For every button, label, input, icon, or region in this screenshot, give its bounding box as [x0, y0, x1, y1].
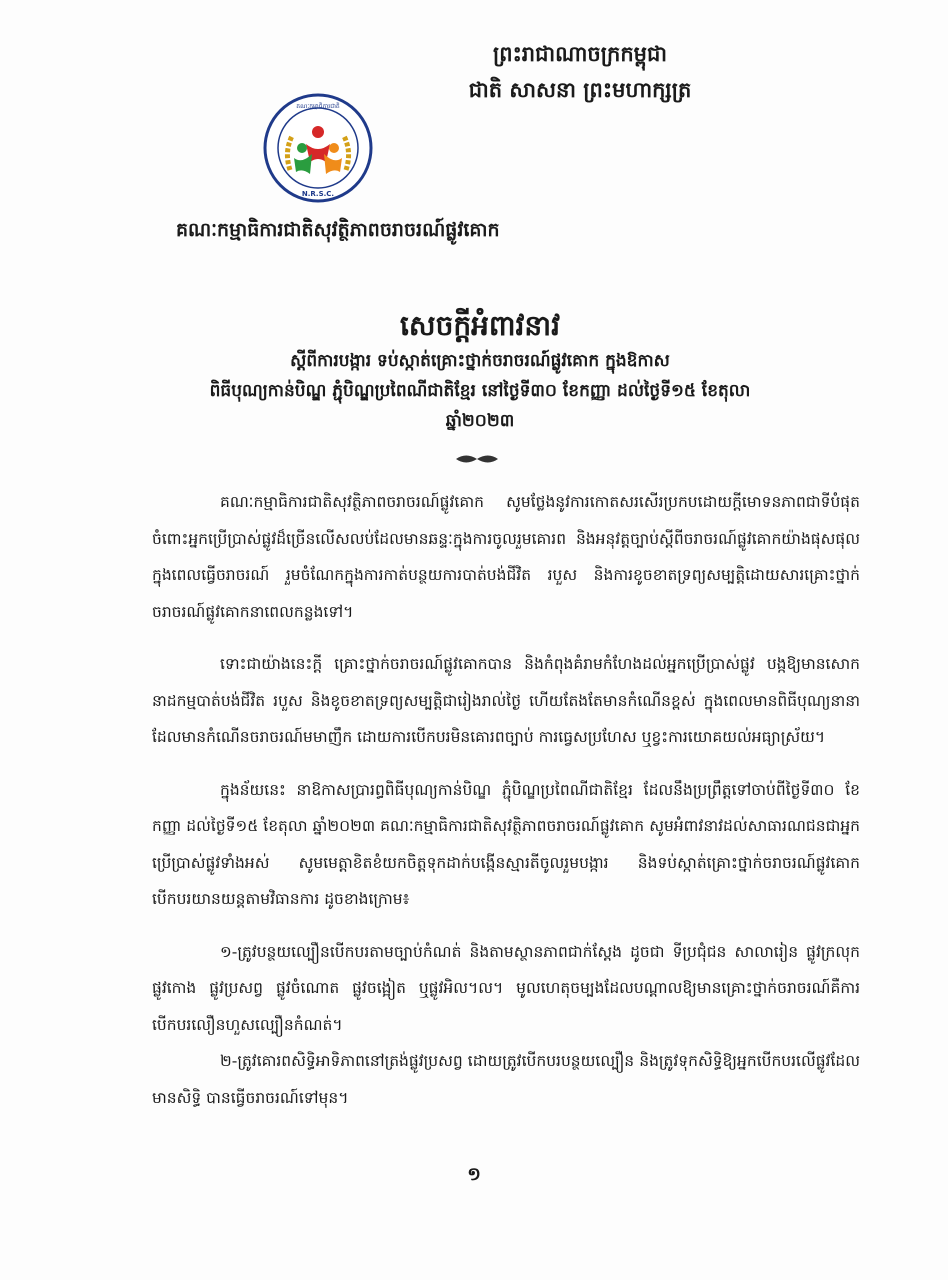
- subtitle-line-2: ពិធីបុណ្យកាន់បិណ្ឌ ភ្ជុំបិណ្ឌប្រពៃណីជាតិខ្មែរ នៅថ្ងៃទី៣០ ខែកញ្ញា ដល់ថ្ងៃទី១៥ ខែតុលា: [209, 381, 751, 401]
- logo-ring-top: គណៈកម្មាធិការជាតិ: [296, 103, 340, 110]
- measure-point-2: ២-ត្រូវគោរពសិទ្ធិអាទិភាពនៅត្រង់ផ្លូវប្រសព្វ ដោយត្រូវបើកបរបន្ថយល្បឿន និងត្រូវទុកសិទ្ធិឱ្យអ្នកបើកបរលើផ្លូវដែលមានសិទ្ធិ បានធ្វើចរាចរណ៍ទៅមុន។: [152, 1052, 860, 1107]
- paragraph-1: គណៈកម្មាធិការជាតិសុវត្ថិភាពចរាចរណ៍ផ្លូវគោក សូមថ្លែងនូវការកោតសរសើរប្រកបដោយក្ដីមោទនភាពជាទីបំផុត ចំពោះអ្នកប្រើប្រាស់ផ្លូវដ៏ច្រើនលើសលប់ដែលមានឆន្ទៈក្នុងការចូលរួមគោរព និងអនុវត្តច្បាប់ស្ដីពីចរាចរណ៍ផ្លូវគោកយ៉ាងផុសផុលក្នុងពេលធ្វើចរាចរណ៍ រួមចំណែកក្នុងការកាត់បន្ថយការបាត់បង់ជីវិត របួស និងការខូចខាតទ្រព្យសម្បត្តិដោយសារគ្រោះថ្នាក់ចរាចរណ៍ផ្លូវគោកនាពេលកន្លងទៅ។: [152, 493, 860, 621]
- logo-ring-bottom: N.R.S.C.: [301, 190, 335, 198]
- subtitle-line-3: ឆ្នាំ២០២៣: [445, 411, 515, 431]
- title-block: [130, 306, 830, 436]
- nrsc-logo-icon: [262, 92, 374, 204]
- subtitle-line-1: ស្ដីពីការបង្ការ ទប់ស្កាត់គ្រោះថ្នាក់ចរាចរណ៍ផ្លូវគោក ក្នុងឱកាស: [290, 351, 670, 371]
- document-body: [152, 484, 860, 1116]
- page-number: ១: [467, 1164, 481, 1185]
- kingdom-line-2: ជាតិ សាសនា ព្រះមហាក្សត្រ: [468, 77, 692, 102]
- document-title: សេចក្ដីអំពាវនាវ: [400, 309, 560, 342]
- kingdom-line-1: ព្រះរាជាណាចក្រកម្ពុជា: [492, 41, 667, 66]
- ornament-divider-icon: [454, 452, 500, 466]
- paragraph-3: ក្នុងន័យនេះ នាឱកាសប្រារព្ធពិធីបុណ្យកាន់បិណ្ឌ ភ្ជុំបិណ្ឌប្រពៃណីជាតិខ្មែរ ដែលនឹងប្រព្រឹត្តទៅចាប់ពីថ្ងៃទី៣០ ខែកញ្ញា ដល់ថ្ងៃទី១៥ ខែតុលា ឆ្នាំ២០២៣ គណៈកម្មាធិការជាតិសុវត្ថិភាពចរាចរណ៍ផ្លូវគោក សូមអំពាវនាវដល់សាធារណជនជាអ្នកប្រើប្រាស់ផ្លូវទាំងអស់ សូមមេត្តាខិតខំយកចិត្តទុកដាក់បង្កើនស្មារតីចូលរួមបង្ការ និងទប់ស្កាត់គ្រោះថ្នាក់ចរាចរណ៍ផ្លូវគោក បើកបរយានយន្តតាមវិធានការ ដូចខាងក្រោម៖: [152, 780, 860, 908]
- organization-name: គណៈកម្មាធិការជាតិសុវត្ថិភាពចរាចរណ៍ផ្លូវគោក: [176, 219, 500, 241]
- kingdom-motto: [420, 36, 740, 108]
- paragraph-2: ទោះជាយ៉ាងនេះក្ដី គ្រោះថ្នាក់ចរាចរណ៍ផ្លូវគោកបាន និងកំពុងគំរាមកំហែងដល់អ្នកប្រើប្រាស់ផ្លូវ បង្កឱ្យមានសោកនាដកម្មបាត់បង់ជីវិត របួស និងខូចខាតទ្រព្យសម្បត្តិជារៀងរាល់ថ្ងៃ ហើយតែងតែមានកំណើនខ្ពស់ ក្នុងពេលមានពិធីបុណ្យនានាដែលមានកំណើនចរាចរណ៍មមាញឹក ដោយការបើកបរមិនគោរពច្បាប់ ការធ្វេសប្រហែស ឬខ្វះការយោគយល់អធ្យាស្រ័យ។: [152, 655, 860, 746]
- measure-point-1: ១-ត្រូវបន្ថយល្បឿនបើកបរតាមច្បាប់កំណត់ និងតាមស្ថានភាពជាក់ស្ដែង ដូចជា ទីប្រជុំជន សាលារៀន ផ្លូវក្រលុក ផ្លូវកោង ផ្លូវប្រសព្វ ផ្លូវចំណោត ផ្លូវចង្អៀត ឬផ្លូវអិល។ល។ មូលហេតុចម្បងដែលបណ្ដាលឱ្យមានគ្រោះថ្នាក់ចរាចរណ៍គឺការបើកបរលឿនហួសល្បឿនកំណត់។: [152, 942, 860, 1034]
